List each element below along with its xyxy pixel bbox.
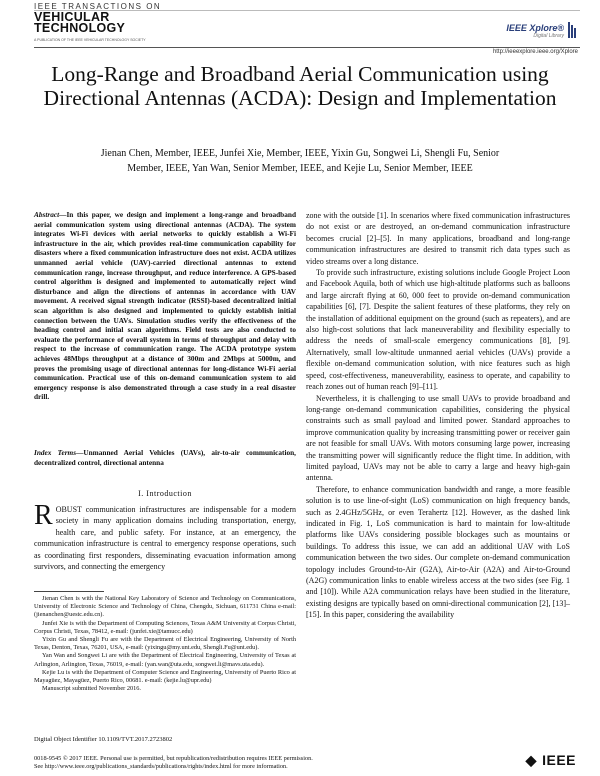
right-paragraph: zone with the outside [1]. In scenarios where fixed communication infrastructures do not exist or are destroyed, an on-demand communication infrastructure becomes crucial [2]–[5]. In many applications, broadband and long-range communication infrastructures are desired to transmit rich data types such as video streams over a long distance. bbox=[306, 211, 570, 266]
footnote: Kejie Lu is with the Department of Computer Science and Engineering, University of Puerto Rico at Mayagüez, Mayagüez, Puerto Rico, 00681. e-mail: (kejie.lu@upr.edu) bbox=[34, 668, 296, 685]
footnote: Junfei Xie is with the Department of Computing Sciences, Texas A&M University at Corpus Christi, Corpus Christi, Texas, 78412, e-mail: (junfei.xie@tamucc.edu) bbox=[34, 619, 296, 635]
xplore-sub: Digital Library bbox=[533, 33, 564, 39]
journal-name bbox=[34, 12, 125, 34]
copyright-notice bbox=[34, 755, 494, 771]
footnote-rule bbox=[34, 591, 104, 592]
intro-paragraph bbox=[34, 500, 296, 572]
abstract-text: —In this paper, we design and implement a long-range and broadband aerial communication system using directional antennas (ACDA). The system integrates Wi-Fi devices with aerial networks to quickly establish a Wi-Fi infrastructure in the air, which provides real-time communication capability for disasters where a fixed communication infrastructure does not exist. ACDA utilizes unmanned aerial vehicle (UAV)-carried directional antennas to extend communication range, increase throughput, and reduce interference. A GPS-based control algorithm is designed and implemented to automatically reject wind disturbance and align the directions of antennas in accordance with UAV movement. A received signal strength indicator (RSSI)-based decentralized initial scan algorithm is also designed and implemented to quickly establish initial connection between the UAVs. Simulation studies verify the effectiveness of the heading control and initial scan algorithms. Field tests are also conducted to evaluate the performance of overall system in terms of throughput and delay with respect to the increase of communication range. The ACDA prototype system achieves 48Mbps throughput at a distance of 300m and 2Mbps at 5000m, and proves the promising usage of directional antennas for long-distance Wi-Fi aerial communication. Practical use of this on-demand communication system to aid emergency response is also demonstrated through a case study in a real disaster drill. bbox=[34, 210, 296, 402]
journal-name-line2: TECHNOLOGY bbox=[34, 21, 126, 35]
footnote: Yan Wan and Songwei Li are with the Department of Electrical Engineering, University of Texas at Arlington, Arlington, Texas, 76019, e-mail: (yan.wan@uta.edu, songwei.li@mavs.uta.edu). bbox=[34, 652, 296, 668]
doi: Digital Object Identifier 10.1109/TVT.2017.2723802 bbox=[34, 736, 173, 743]
ieee-logo-icon: ◆ bbox=[525, 752, 537, 768]
right-paragraph: Nevertheless, it is challenging to use small UAVs to provide broadband and long-range on-demand communication capabilities, considering the physical constraints such as small payload and limited power. Standard approaches to improve communication quality by increasing transmitting power or receiver gain are not feasible for small UAVs. With motors consuming large power, increasing the transmitting power will significantly reduce the flight time. In addition, with limited payload, UAVs may not be able to carry a large and heavy high-gain antenna. bbox=[306, 393, 570, 483]
paper-title: Long-Range and Broadband Aerial Communication using Directional Antennas (ACDA): Design and Implementation bbox=[43, 62, 557, 110]
authors-line-2: Member, IEEE, Yan Wan, Senior Member, IEEE, and Kejie Lu, Senior Member, IEEE bbox=[127, 163, 473, 174]
intro-text: OBUST communication infrastructures are indispensable for a modern society in many application domains including transportation, energy, health care, and public safety. For instance, at an emergency, the communication infrastructure is central to emergency response operations, such as coordinating first responders, disseminating evacuation information among survivors, and connecting the emergency bbox=[34, 505, 296, 572]
xplore-logo bbox=[506, 24, 564, 39]
index-terms bbox=[34, 448, 296, 467]
authors-line-1: Jienan Chen, Member, IEEE, Junfei Xie, Member, IEEE, Yixin Gu, Songwei Li, Shengli Fu, Senior bbox=[100, 148, 500, 159]
ieee-logo bbox=[526, 750, 576, 770]
index-terms-label: Index Terms bbox=[34, 448, 77, 457]
footnote: Manuscript submitted November 2016. bbox=[42, 685, 141, 693]
right-paragraph: To provide such infrastructure, existing solutions include Google Project Loon and Facebook Aquila, both of which use high-altitude platforms such as balloons and large aircraft flying at 60, 000 feet to provide on-demand communication capabilities [6], [7]. Despite the salient features of these platforms, they rely on the installation of additional equipment on the ground (such as repeaters), and are also high-cost solutions that lack maneuverability and flexibility especially to address the needs of small-scale emergency communications [8], [9]. Alternatively, small low-altitude unmanned aerial vehicles (UAVs) provide a flexible on-demand communication solution, with nice features such as high speed, cost-effectiveness, maneuverability, easiness to operate, and capability to reach zones out of human reach [9]–[11]. bbox=[306, 268, 570, 392]
index-terms-text: —Unmanned Aerial Vehicles (UAVs), air-to-air communication, decentralized control, directional antenna bbox=[34, 448, 297, 467]
copyright-line-1: 0018-9545 © 2017 IEEE. Personal use is permitted, but republication/redistribution requires IEEE permission. bbox=[34, 755, 313, 762]
section-heading: I. Introduction bbox=[138, 489, 192, 498]
journal-top-label: IEEE TRANSACTIONS ON bbox=[34, 2, 162, 11]
header-rule bbox=[34, 47, 580, 48]
author-list bbox=[40, 146, 560, 176]
ieee-logo-text: IEEE bbox=[542, 752, 576, 768]
drop-cap: R bbox=[34, 500, 53, 531]
abstract bbox=[34, 210, 296, 402]
abstract-label: Abstract bbox=[34, 210, 60, 219]
footnote: Yixin Gu and Shengli Fu are with the Department of Electrical Engineering, University of North Texas, Denton, Texas, 76201, USA, e-mail: (yixingu@my.unt.edu, Shengli.Fu@unt.edu). bbox=[34, 636, 296, 652]
xplore-name: IEEE Xplore® bbox=[506, 23, 564, 33]
right-column bbox=[306, 210, 570, 621]
journal-subtitle: A PUBLICATION OF THE IEEE VEHICULAR TECHNOLOGY SOCIETY bbox=[34, 38, 146, 42]
xplore-logo-icon bbox=[568, 22, 578, 38]
footnotes bbox=[34, 595, 296, 693]
copyright-line-2: See http://www.ieee.org/publications_standards/publications/rights/index.html for more information. bbox=[34, 763, 288, 770]
journal-name-line1: VEHICULAR bbox=[34, 10, 110, 24]
xplore-url[interactable]: http://ieeexplore.ieee.org/Xplore bbox=[492, 49, 578, 55]
right-paragraph: Therefore, to enhance communication bandwidth and range, a more feasible solution is to use line-of-sight (LoS) communication on high frequency bands, such as 2.4GHz/5GHz, or even Terahertz [12]. However, as the dashed link indicated in Fig. 1, LoS communication is hard to maintain for low-altitude platforms like UAVs considering possible blockages such as mountains or buildings. To address this issue, we can add an additional UAV with LoS communication between the two sides. Our complete on-demand communication topology includes Ground-to-Air (G2A), Air-to-Air (A2A) and Air-to-Ground (A2G) communication links to enable wireless access at the two sides (see Fig. 1 and [10]). While A2A communication relays have been studied in the literature, existing designs are typically based on omni-directional communication [2], [13]–[15]. In this paper, considering the availability bbox=[306, 484, 570, 620]
footnote: Jienan Chen is with the National Key Laboratory of Science and Technology on Communications, University of Electronic Science and Technology of China, Chengdu, Sichuan, 611731 China e-mail: (jienanchen@uestc.edu.cn). bbox=[34, 595, 296, 619]
